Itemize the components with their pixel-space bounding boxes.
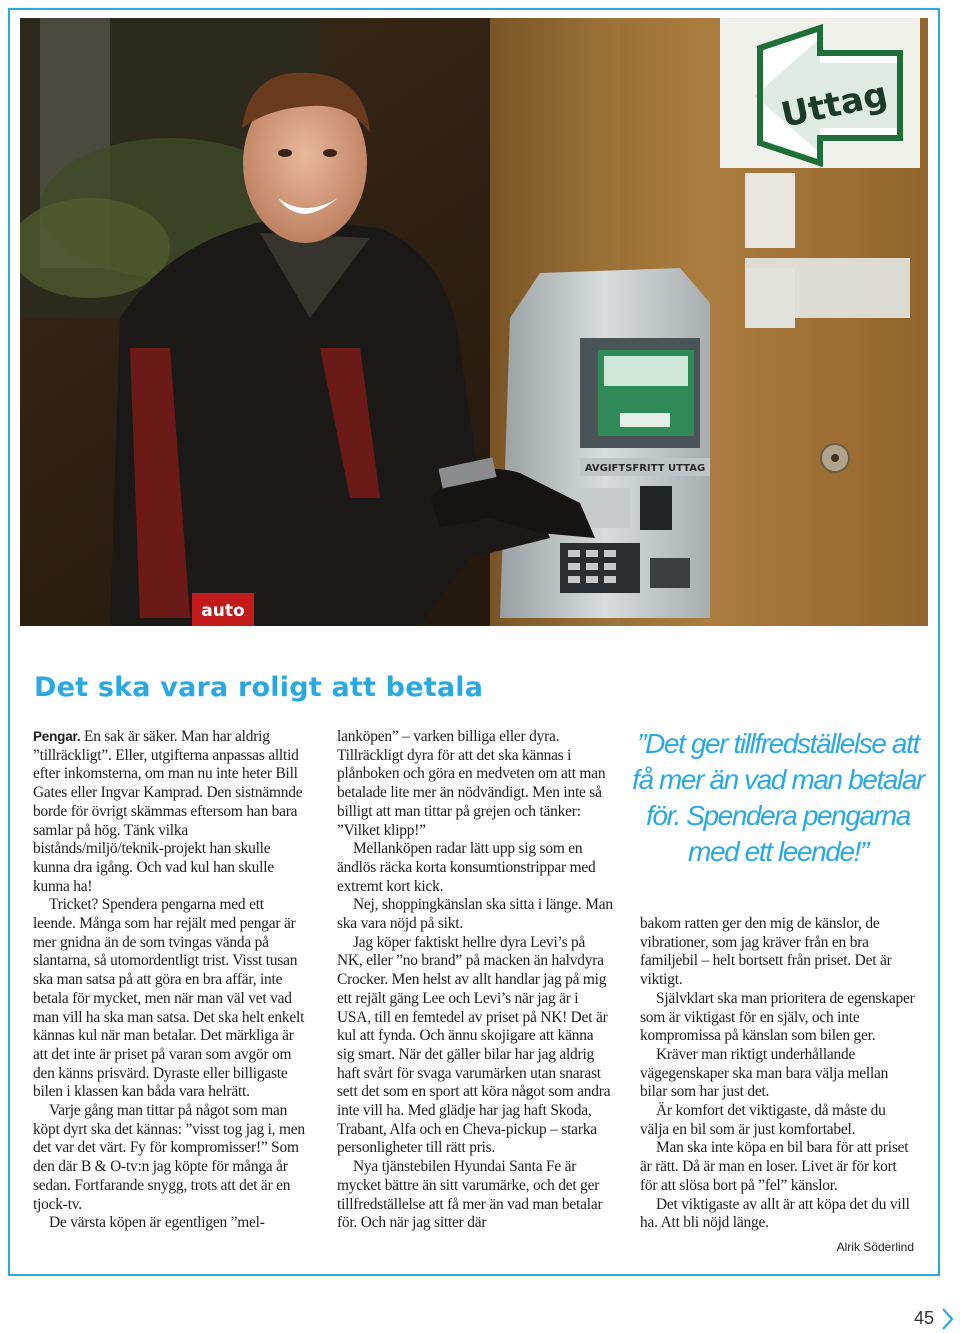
paragraph: De värsta köpen är egentligen ”mel- <box>49 1214 265 1232</box>
paragraph: lanköpen” – varken billiga eller dyra. Tillräckligt dyra för att det ska kännas i plånboken och göra en medveten om att man betalade lite mer än nödvändigt. Men inte så billigt att man tittar på grejen och tänker: ”Vilket klipp!” <box>337 728 606 839</box>
paragraph: Självklart ska man prioritera de egenskaper som är viktigast för en själv, och inte kompromissa på känslan som bilen ger. <box>640 989 915 1045</box>
paragraph: bakom ratten ger den mig de känslor, de vibrationer, som jag kräver från en bra familjebil – helt bortsett från priset. Det är viktigt. <box>640 915 892 989</box>
paragraph <box>33 728 309 896</box>
sign-text: Uttag <box>777 74 892 136</box>
bag-logo: auto <box>201 601 245 621</box>
paragraph: Nya tjänstebilen Hyundai Santa Fe är mycket bättre än sitt varumärke, och det ger tillfredställelse att få mer än vad man betalar för. Och när jag sitter där <box>337 1158 603 1232</box>
page-number: 45 <box>913 1308 934 1328</box>
paragraph: Det viktigaste av allt är att köpa det du vill ha. Att bli nöjd länge. <box>640 1195 910 1232</box>
article-photo <box>20 18 928 626</box>
paragraph: Man ska inte köpa en bil bara för att priset är rätt. Då är man en loser. Livet är för kort för att slösa bort på ”fel” känslor. <box>640 1139 909 1194</box>
paragraph: Nej, shoppingkänslan ska sitta i länge. Man ska vara nöjd på sikt. <box>337 896 613 933</box>
article-headline: Det ska vara roligt att betala <box>34 672 484 703</box>
atm-label: AVGIFTSFRITT UTTAG <box>584 463 706 474</box>
column-3 <box>640 915 916 1233</box>
chevron-right-icon[interactable] <box>940 1307 956 1331</box>
column-2 <box>337 728 613 1233</box>
author-byline: Alrik Söderlind <box>836 1240 914 1254</box>
paragraph: Varje gång man tittar på något som man köpt dyrt ska det kännas: ”visst tog jag i, men det var det värt. Fy för kompromisser!” Som den där B & O-tv:n jag köpte för många år sedan. Fortfarande snygg, trots att det är en tjock-tv. <box>33 1102 305 1213</box>
paragraph: Jag köper faktiskt hellre dyra Levi’s på NK, eller ”no brand” på macken än halvdyra Crocker. Men helst av allt handlar jag på mig ett rejält gäng Lee och Levi’s när jag är i USA, till en femtedel av priset på NK! Det är kul att fynda. Och ännu skojigare att känna sig smart. När det gäller bilar har jag aldrig haft svårt för svaga varumärken utan snarast sett det som en sport att köra något som andra inte vill ha. Med glädje har jag haft Skoda, Trabant, Alfa och en Cheva-pickup – starka personligheter till rätt pris. <box>337 933 611 1157</box>
lead-word: Pengar. <box>33 729 81 744</box>
paragraph: Är komfort det viktigaste, då måste du välja en bil som är just komfortabel. <box>640 1102 886 1138</box>
column-1 <box>33 728 309 1233</box>
paragraph: Tricket? Spendera pengarna med ett leende. Många som har rejält med pengar är mer gnidna än de som tvingas vända på slantarna, så utomordentligt trist. Visst tusan ska man satsa på att göra en bra affär, inte betala för mycket, men när man väl vet vad man vill ha ska man satsa. Det ska helt enkelt kännas kul när man betalar. Det märkliga är att det inte är priset på varan som avgör om den känns prisvärd. Dyraste eller billigaste bilen i klassen kan båda vara helrätt. <box>33 896 305 1101</box>
paragraph: Kräver man riktigt underhållande vägegenskaper ska man bara välja mellan bilar som har just det. <box>640 1045 889 1101</box>
paragraph: Mellanköpen radar lätt upp sig som en ändlös räcka korta konsumtionstrippar med extremt kort kick. <box>337 840 596 895</box>
lead-text: En sak är säker. Man har aldrig ”tillräckligt”. Eller, utgifterna anpassas alltid efter inkomsterna, om man nu inte heter Bill Gates eller Ingvar Kamprad. Den sistnämnde borde för övrigt skämmas eftersom han bara samlar på hög. Tänk vilka bistånds/miljö/teknik-projekt han skulle kunna dra igång. Och vad kul han skulle kunna ha! <box>33 728 303 895</box>
pull-quote: ”Det ger tillfredställelse att få mer än vad man betalar för. Spendera pengarna med ett leende!” <box>632 728 924 867</box>
